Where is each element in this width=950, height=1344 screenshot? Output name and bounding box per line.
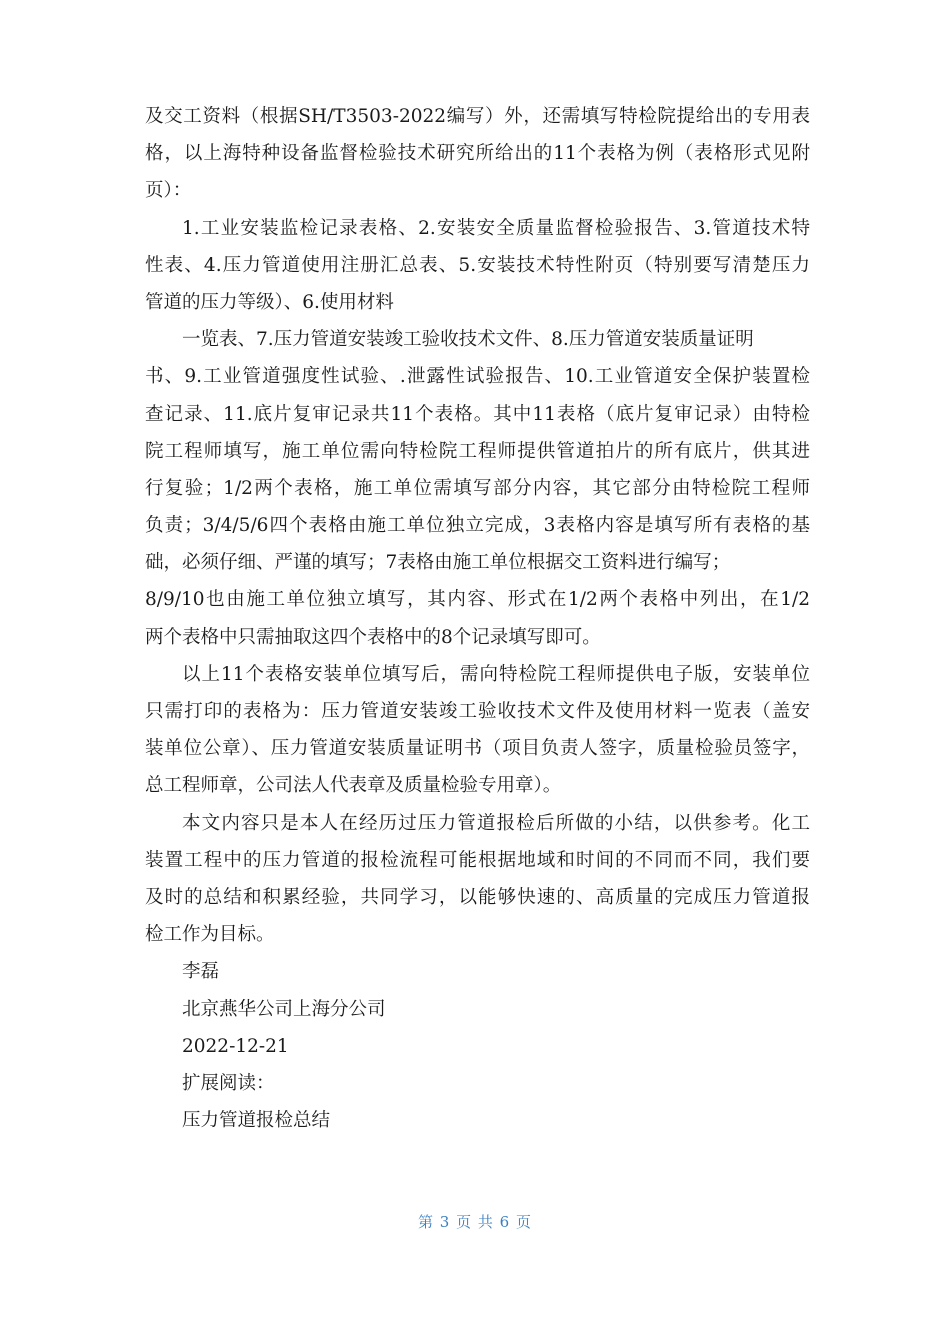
text-line: 础，必须仔细、严谨的填写；7表格由施工单位根据交工资料进行编写；	[145, 552, 731, 574]
text-line: 只需打印的表格为：压力管道安装竣工验收技术文件及使用材料一览表（盖安	[145, 701, 810, 722]
text-line: 装单位公章）、压力管道安装质量证明书（项目负责人签字，质量检验员签字，	[145, 738, 810, 760]
text-line: 装置工程中的压力管道的报检流程可能根据地域和时间的不同而不同，我们要	[145, 849, 810, 871]
text-line: 页）：	[145, 180, 192, 202]
text-line: 李磊	[182, 961, 220, 983]
text-line: 检工作为目标。	[145, 924, 275, 946]
text-line: 以上11个表格安装单位填写后，需向特检院工程师提供电子版，安装单位	[182, 663, 810, 685]
text-line: 压力管道报检总结	[182, 1110, 331, 1132]
text-line: 扩展阅读：	[182, 1072, 275, 1094]
text-line: 行复验；1/2两个表格，施工单位需填写部分内容，其它部分由特检院工程师	[145, 477, 810, 499]
text-line: 两个表格中只需抽取这四个表格中的8个记录填写即可。	[145, 626, 601, 648]
text-line: 管道的压力等级）、6.使用材料	[145, 291, 394, 313]
text-line: 本文内容只是本人在经历过压力管道报检后所做的小结，以供参考。化工	[182, 812, 810, 834]
page-number-footer: 第 3 页 共 6 页	[418, 1213, 532, 1231]
document-body	[145, 98, 810, 1139]
text-line: 及交工资料（根据SH/T3503-2022编写）外，还需填写特检院提给出的专用表	[145, 106, 810, 127]
text-line: 一览表、7.压力管道安装竣工验收技术文件、8.压力管道安装质量证明	[182, 329, 754, 351]
text-line: 及时的总结和积累经验，共同学习，以能够快速的、高质量的完成压力管道报	[145, 886, 810, 908]
text-line: 查记录、11.底片复审记录共11个表格。其中11表格（底片复审记录）由特检	[145, 403, 810, 425]
text-line: 性表、4.压力管道使用注册汇总表、5.安装技术特性附页（特别要写清楚压力	[145, 254, 810, 276]
text-line: 负责；3/4/5/6四个表格由施工单位独立完成，3表格内容是填写所有表格的基	[145, 515, 810, 537]
text-line: 2022-12-21	[182, 1035, 289, 1057]
text-line: 院工程师填写，施工单位需向特检院工程师提供管道拍片的所有底片，供其进	[145, 440, 810, 462]
text-line: 8/9/10也由施工单位独立填写，其内容、形式在1/2两个表格中列出，在1/2	[145, 589, 810, 611]
text-line: 北京燕华公司上海分公司	[182, 998, 386, 1020]
text-line: 1.工业安装监检记录表格、2.安装安全质量监督检验报告、3.管道技术特	[182, 217, 810, 239]
text-line: 总工程师章，公司法人代表章及质量检验专用章）。	[145, 775, 562, 797]
text-line: 格，以上海特种设备监督检验技术研究所给出的11个表格为例（表格形式见附	[145, 143, 810, 165]
text-line: 书、9.工业管道强度性试验、.泄露性试验报告、10.工业管道安全保护装置检	[145, 366, 810, 388]
